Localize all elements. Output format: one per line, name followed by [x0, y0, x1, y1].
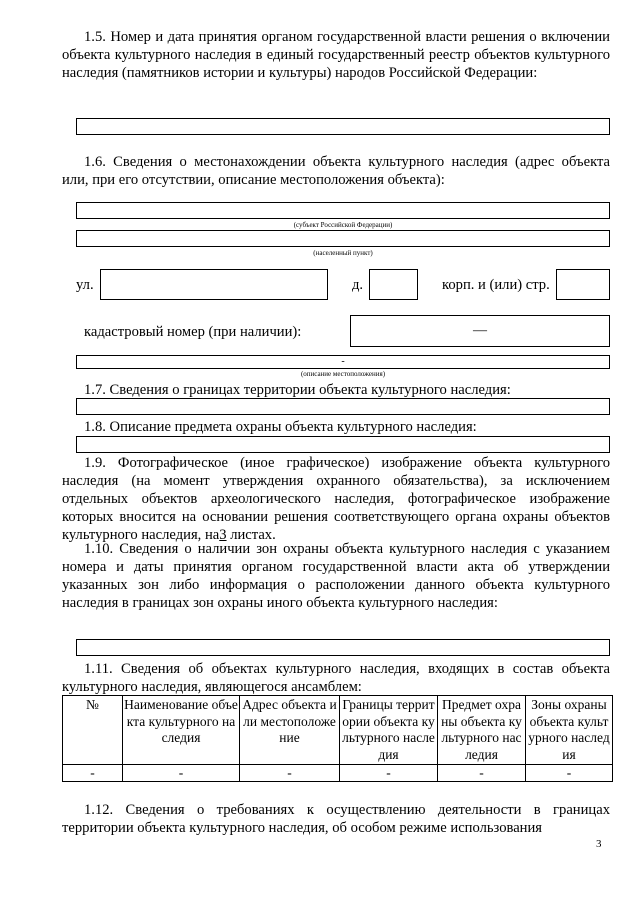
page-number: 3	[596, 838, 602, 850]
cadastral-label: кадастровый номер (при наличии):	[84, 324, 302, 340]
table-header-number: №	[63, 696, 123, 765]
subject-caption: (субъект Российской Федерации)	[293, 221, 393, 229]
subject-field[interactable]	[76, 202, 610, 219]
ensemble-objects-table	[62, 695, 613, 782]
cadastral-value: —	[473, 323, 487, 338]
table-header-row	[63, 696, 613, 765]
building-label: корп. и (или) стр.	[442, 277, 550, 293]
location-value: -	[341, 356, 345, 367]
section-1-6-text: 1.6. Сведения о местонахождении объекта культурного наследия (адрес объекта или, при его отсутствии, описание местоположения объекта):	[62, 154, 610, 188]
house-field[interactable]	[369, 269, 418, 300]
table-cell: -	[340, 765, 438, 782]
registry-decision-field[interactable]	[76, 118, 610, 135]
protection-zones-field[interactable]	[76, 639, 610, 656]
location-caption: (описание местоположения)	[300, 370, 386, 378]
house-label: д.	[352, 277, 364, 293]
table-header-name: Наименование объекта культурного наследия	[123, 696, 240, 765]
street-field[interactable]	[100, 269, 328, 300]
table-cell: -	[526, 765, 613, 782]
sheets-count: 3	[219, 527, 227, 543]
table-cell: -	[123, 765, 240, 782]
table-cell: -	[438, 765, 526, 782]
table-row	[63, 765, 613, 782]
section-1-5-text: 1.5. Номер и дата принятия органом государственной власти решения о включении объекта культурного наследия в единый государственный реестр объектов культурного наследия (памятников истории и культуры) народов Российской Федерации:	[62, 29, 610, 81]
street-label: ул.	[76, 277, 94, 293]
section-1-7-text: 1.7. Сведения о границах территории объекта культурного наследия:	[84, 382, 511, 398]
table-header-address: Адрес объекта или местоположение	[240, 696, 340, 765]
section-1-9-text	[62, 454, 610, 544]
cadastral-field[interactable]	[350, 315, 610, 347]
table-header-boundaries: Границы территории объекта культурного наследия	[340, 696, 438, 765]
section-1-10-text: 1.10. Сведения о наличии зон охраны объекта культурного наследия с указанием номера и даты принятия органом государственной власти акта об утверждении указанных зон либо информация о расположении данного объекта культурного наследия в границах зон охраны иного объекта культурного наследия:	[62, 541, 610, 611]
section-1-11-text: 1.11. Сведения об объектах культурного наследия, входящих в состав объекта культурного наследия, являющегося ансамблем:	[62, 661, 610, 695]
table-cell: -	[63, 765, 123, 782]
sheets-word: листах.	[230, 527, 276, 543]
location-field[interactable]	[76, 355, 610, 369]
section-1-8-text: 1.8. Описание предмета охраны объекта культурного наследия:	[84, 419, 477, 435]
section-1-12-text: 1.12. Сведения о требованиях к осуществлению деятельности в границах территории объекта культурного наследия, об особом режиме использования	[62, 802, 610, 836]
table-header-protection-zones: Зоны охраны объекта культурного наследия	[526, 696, 613, 765]
settlement-caption: (населенный пункт)	[313, 249, 373, 257]
territory-boundaries-field[interactable]	[76, 398, 610, 415]
table-cell: -	[240, 765, 340, 782]
table-header-protection-subject: Предмет охраны объекта культурного наследия	[438, 696, 526, 765]
section-1-9-body: 1.9. Фотографическое (иное графическое) изображение объекта культурного наследия (на момент утверждения охранного обязательства), за исключением отдельных объектов археологического наследия, фотографическое изображение которых вносится на основании решения соответствующего органа охраны объектов культурного наследия, на	[62, 455, 610, 543]
protection-subject-field[interactable]	[76, 436, 610, 453]
building-field[interactable]	[556, 269, 610, 300]
settlement-field[interactable]	[76, 230, 610, 247]
